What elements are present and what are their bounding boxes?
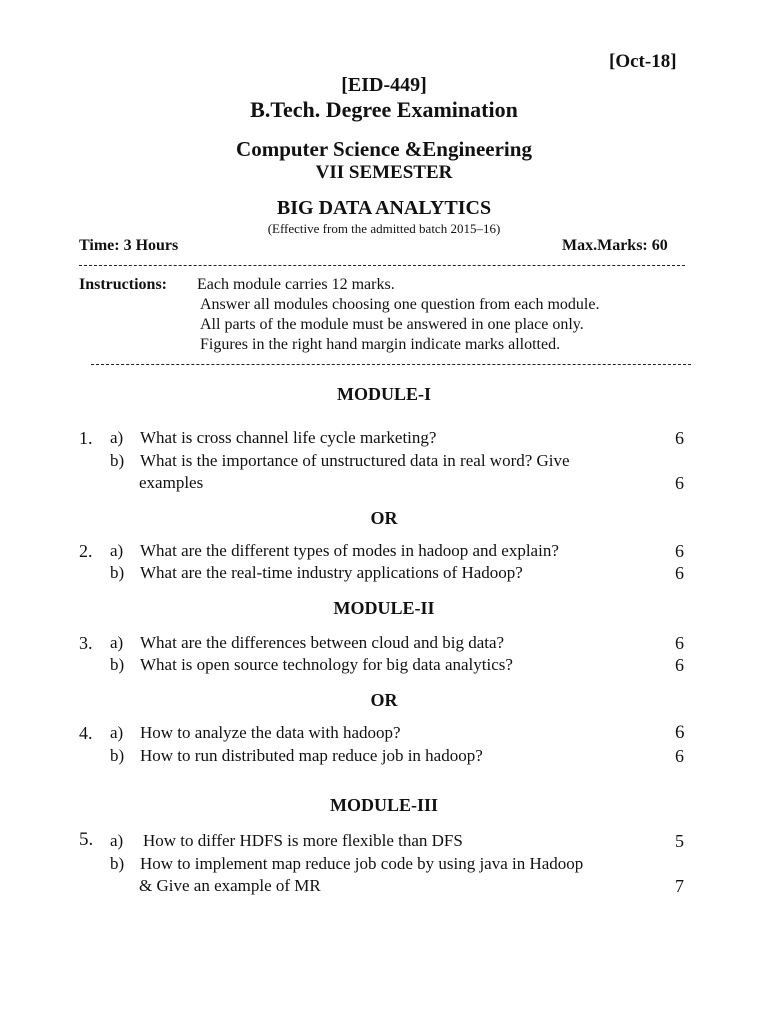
instruction-line: Each module carries 12 marks. <box>197 276 395 293</box>
part-label: a) <box>110 723 124 742</box>
marks: 6 <box>675 655 684 675</box>
marks: 5 <box>675 831 684 851</box>
instructions-label: Instructions: <box>79 276 168 293</box>
question-text-continuation: examples <box>139 473 204 492</box>
part-label: b) <box>110 451 125 470</box>
question-text: How to differ HDFS is more flexible than DFS <box>143 831 463 850</box>
question-number: 1. <box>79 428 93 448</box>
question-text: What are the real-time industry applications of Hadoop? <box>140 563 523 582</box>
or-separator: OR <box>370 508 398 528</box>
degree-title: B.Tech. Degree Examination <box>250 97 518 122</box>
marks: 6 <box>675 541 684 561</box>
effective-note: (Effective from the admitted batch 2015–16) <box>267 221 501 236</box>
instruction-line: Figures in the right hand margin indicate marks allotted. <box>200 336 561 353</box>
question-number: 5. <box>79 829 94 850</box>
question-text: What are the different types of modes in hadoop and explain? <box>140 541 559 560</box>
part-label: b) <box>110 655 125 674</box>
part-label: b) <box>110 746 125 765</box>
module-title: MODULE-II <box>333 598 435 618</box>
semester-title: VII SEMESTER <box>315 162 453 183</box>
subject-title: BIG DATA ANALYTICS <box>276 197 492 219</box>
part-label: b) <box>110 854 125 873</box>
question-number: 3. <box>79 633 93 653</box>
branch-title: Computer Science &Engineering <box>236 137 532 161</box>
part-label: a) <box>110 831 124 850</box>
exam-code: [EID-449] <box>341 74 427 96</box>
date-code: [Oct-18] <box>609 51 677 72</box>
part-label: b) <box>110 563 125 582</box>
module-title: MODULE-III <box>329 795 438 815</box>
marks: 6 <box>675 428 684 448</box>
instruction-line: Answer all modules choosing one question from each module. <box>200 296 600 313</box>
marks: 6 <box>675 746 684 766</box>
question-text-continuation: & Give an example of MR <box>139 876 321 895</box>
marks: 6 <box>675 473 684 493</box>
marks: 7 <box>675 876 684 896</box>
question-number: 4. <box>79 723 93 743</box>
part-label: a) <box>110 633 124 652</box>
part-label: a) <box>110 541 124 560</box>
marks: 6 <box>675 633 684 653</box>
marks: 6 <box>675 722 685 743</box>
question-text: How to implement map reduce job code by using java in Hadoop <box>140 854 584 873</box>
marks: 6 <box>675 563 684 583</box>
instruction-line: All parts of the module must be answered in one place only. <box>200 316 584 333</box>
question-text: What is open source technology for big data analytics? <box>140 655 513 674</box>
part-label: a) <box>110 428 124 447</box>
question-text: How to analyze the data with hadoop? <box>140 723 401 742</box>
divider-top <box>79 265 685 266</box>
or-separator: OR <box>370 690 398 710</box>
question-text: How to run distributed map reduce job in hadoop? <box>140 746 483 765</box>
question-text: What is the importance of unstructured data in real word? Give <box>140 451 570 470</box>
question-text: What are the differences between cloud and big data? <box>140 633 505 652</box>
question-text: What is cross channel life cycle marketing? <box>140 428 437 447</box>
time-label: Time: 3 Hours <box>79 237 179 254</box>
question-number: 2. <box>79 541 93 561</box>
max-marks-label: Max.Marks: 60 <box>562 237 668 254</box>
module-title: MODULE-I <box>337 384 431 404</box>
divider-bottom <box>91 364 691 365</box>
